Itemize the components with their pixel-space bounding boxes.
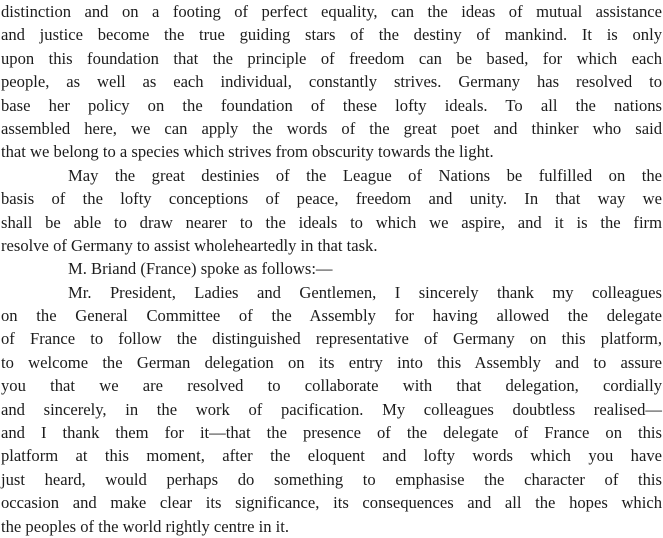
- text-line: people, as well as each individual, constantly strives. Germany has resolved to: [1, 72, 662, 92]
- text-line: distinction and on a footing of perfect equality, can the ideas of mutual assistance: [1, 2, 662, 21]
- text-line: the peoples of the world rightly centre in it.: [1, 516, 290, 536]
- text-line: assembled here, we can apply the words of the great poet and thinker who said: [1, 118, 662, 138]
- text-line: on the General Committee of the Assembly for having allowed the delegate: [1, 306, 662, 326]
- text-line: shall be able to draw nearer to the ideals to which we aspire, and it is the firm: [1, 212, 662, 232]
- text-line: just heard, would perhaps do something to emphasise the character of this: [1, 469, 662, 489]
- text-line: to welcome the German delegation on its entry into this Assembly and to assure: [1, 352, 662, 372]
- text-line: base her policy on the foundation of these lofty ideals. To all the nations: [1, 95, 662, 115]
- text-line: of France to follow the distinguished representative of Germany on this platform,: [1, 329, 662, 349]
- document-page: [1, 0, 662, 536]
- text-line: that we belong to a species which strives from obscurity towards the light.: [1, 142, 494, 162]
- text-line: you that we are resolved to collaborate with that delegation, cordially: [1, 376, 662, 396]
- text-line: resolve of Germany to assist wholeheartedly in that task.: [1, 235, 378, 255]
- text-line: and sincerely, in the work of pacification. My colleagues doubtless realised—: [1, 399, 662, 419]
- text-line: basis of the lofty conceptions of peace, freedom and unity. In that way we: [1, 189, 662, 209]
- text-line: occasion and make clear its significance, its consequences and all the hopes which: [1, 493, 662, 513]
- text-line: and I thank them for it—that the presence of the delegate of France on this: [1, 423, 662, 443]
- text-line: upon this foundation that the principle of freedom can be based, for which each: [1, 48, 662, 68]
- paragraph-start-line: May the great destinies of the League of Nations be fulfilled on the: [68, 165, 662, 185]
- speaker-intro-line: M. Briand (France) spoke as follows:—: [68, 259, 333, 279]
- text-line: platform at this moment, after the eloquent and lofty words which you have: [1, 446, 662, 466]
- text-line: and justice become the true guiding stars of the destiny of mankind. It is only: [1, 25, 662, 45]
- paragraph-start-line: Mr. President, Ladies and Gentlemen, I sincerely thank my colleagues: [68, 282, 662, 302]
